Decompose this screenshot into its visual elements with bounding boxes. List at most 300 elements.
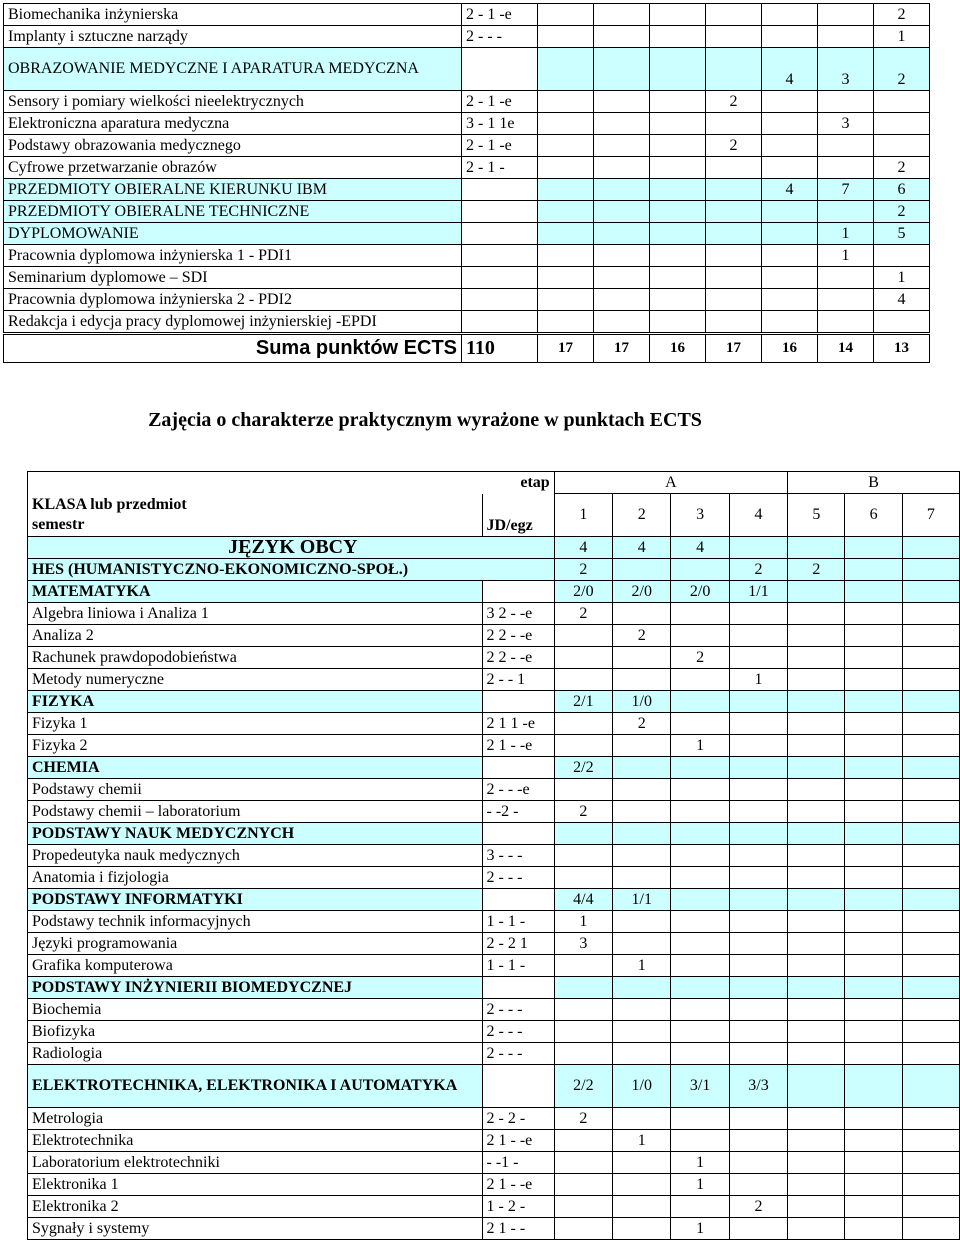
ects-cell-sem-7 <box>874 135 930 157</box>
ects-cell-sem-2 <box>613 1195 671 1217</box>
header-sem-5: 5 <box>788 494 845 537</box>
ects-cell-sem-7: 2 <box>874 48 930 91</box>
subject-code <box>482 976 554 998</box>
ects-cell-sem-5 <box>788 712 845 734</box>
ects-cell-sem-5 <box>788 580 845 602</box>
header-sem-2: 2 <box>613 494 671 537</box>
subject-code: 2 2 - -e <box>482 624 554 646</box>
ects-cell-sem-7: 2 <box>874 201 930 223</box>
ects-cell-sem-1 <box>554 712 612 734</box>
ects-cell-sem-5 <box>788 954 845 976</box>
ects-cell-sem-7 <box>902 800 959 822</box>
subject-code: 1 - 1 - <box>482 910 554 932</box>
table-row <box>4 135 930 157</box>
sum-label: Suma punktów ECTS <box>4 334 462 363</box>
subject-code: 2 - - - <box>482 1020 554 1042</box>
table-row <box>4 179 930 201</box>
subject-code <box>462 245 538 267</box>
ects-cell-sem-6 <box>845 734 902 756</box>
ects-cell-sem-3: 3/1 <box>671 1064 729 1107</box>
table-row <box>4 113 930 135</box>
subject-code: - -1 - <box>482 1151 554 1173</box>
table-row <box>4 223 930 245</box>
ects-cell-sem-7 <box>902 1195 959 1217</box>
ects-cell-sem-3 <box>650 223 706 245</box>
subject-code: 2 - 2 - <box>482 1107 554 1129</box>
ects-cell-sem-3 <box>671 976 729 998</box>
header-sem-6: 6 <box>845 494 902 537</box>
ects-cell-sem-5: 4 <box>762 48 818 91</box>
ects-cell-sem-1 <box>554 976 612 998</box>
ects-cell-sem-4 <box>706 157 762 179</box>
ects-cell-sem-4 <box>729 910 787 932</box>
subject-name: Podstawy technik informacyjnych <box>28 910 483 932</box>
ects-cell-sem-6 <box>818 91 874 113</box>
ects-cell-sem-4 <box>729 1173 787 1195</box>
ects-cell-sem-1 <box>554 734 612 756</box>
subject-name: JĘZYK OBCY <box>28 536 555 558</box>
subject-code: - -2 - <box>482 800 554 822</box>
ects-cell-sem-1 <box>554 668 612 690</box>
ects-cell-sem-6 <box>818 311 874 334</box>
subject-name: Biomechanika inżynierska <box>4 4 462 26</box>
ects-cell-sem-4 <box>729 976 787 998</box>
ects-cell-sem-7 <box>902 1129 959 1151</box>
ects-cell-sem-1 <box>538 267 594 289</box>
ects-cell-sem-7 <box>902 536 959 558</box>
ects-cell-sem-5 <box>762 135 818 157</box>
subject-code <box>482 888 554 910</box>
ects-cell-sem-6: 7 <box>818 179 874 201</box>
ects-cell-sem-3 <box>671 778 729 800</box>
ects-cell-sem-6 <box>845 580 902 602</box>
ects-cell-sem-1 <box>538 245 594 267</box>
ects-cell-sem-4 <box>729 712 787 734</box>
subject-code <box>462 267 538 289</box>
table-row <box>4 267 930 289</box>
header-group-a: A <box>554 472 788 494</box>
ects-cell-sem-7 <box>902 954 959 976</box>
ects-cell-sem-7 <box>902 976 959 998</box>
ects-cell-sem-5 <box>788 866 845 888</box>
ects-cell-sem-5 <box>762 113 818 135</box>
subject-name: Cyfrowe przetwarzanie obrazów <box>4 157 462 179</box>
ects-cell-sem-5: 4 <box>762 179 818 201</box>
ects-cell-sem-4: 1/1 <box>729 580 787 602</box>
ects-cell-sem-5 <box>788 756 845 778</box>
subject-code <box>482 756 554 778</box>
ects-cell-sem-6: 1 <box>818 223 874 245</box>
subject-name: Analiza 2 <box>28 624 483 646</box>
ects-cell-sem-2: 1/0 <box>613 1064 671 1107</box>
ects-cell-sem-7 <box>902 690 959 712</box>
ects-cell-sem-7 <box>902 888 959 910</box>
table-row <box>28 580 960 602</box>
ects-cell-sem-6 <box>845 624 902 646</box>
practical-ects-body <box>28 536 960 1239</box>
ects-cell-sem-2 <box>613 822 671 844</box>
ects-cell-sem-7 <box>902 1064 959 1107</box>
ects-cell-sem-4 <box>706 311 762 334</box>
ects-cell-sem-2 <box>613 998 671 1020</box>
subject-code <box>482 580 554 602</box>
ects-cell-sem-5 <box>762 157 818 179</box>
ects-cell-sem-1 <box>538 26 594 48</box>
ects-cell-sem-2: 4 <box>613 536 671 558</box>
ects-cell-sem-4 <box>729 1107 787 1129</box>
table-row <box>28 778 960 800</box>
subject-name: Języki programowania <box>28 932 483 954</box>
ects-cell-sem-5 <box>788 822 845 844</box>
table-row <box>28 1217 960 1239</box>
ects-cell-sem-3: 1 <box>671 1217 729 1239</box>
subject-name: PRZEDMIOTY OBIERALNE TECHNICZNE <box>4 201 462 223</box>
subject-code <box>462 311 538 334</box>
ects-cell-sem-2 <box>613 976 671 998</box>
ects-cell-sem-6 <box>845 1151 902 1173</box>
ects-cell-sem-6 <box>845 536 902 558</box>
header-row-semesters <box>28 494 960 537</box>
ects-cell-sem-3: 1 <box>671 1173 729 1195</box>
subject-code: 2 2 - -e <box>482 646 554 668</box>
subject-name: Elektronika 1 <box>28 1173 483 1195</box>
ects-cell-sem-1 <box>554 844 612 866</box>
table-row <box>28 1173 960 1195</box>
ects-cell-sem-7 <box>902 778 959 800</box>
ects-cell-sem-6 <box>818 4 874 26</box>
ects-cell-sem-1: 4/4 <box>554 888 612 910</box>
header-klasa: KLASA lub przedmiot semestr <box>28 494 483 537</box>
ects-cell-sem-3 <box>650 157 706 179</box>
sum-sem-2: 17 <box>594 334 650 363</box>
ects-cell-sem-6 <box>845 800 902 822</box>
ects-cell-sem-4 <box>729 756 787 778</box>
ects-cell-sem-2 <box>613 1107 671 1129</box>
ects-cell-sem-3 <box>650 48 706 91</box>
ects-cell-sem-5 <box>788 646 845 668</box>
ects-cell-sem-7: 2 <box>874 4 930 26</box>
subject-name: Implanty i sztuczne narządy <box>4 26 462 48</box>
subject-code: 2 1 - -e <box>482 734 554 756</box>
ects-cell-sem-7 <box>902 1173 959 1195</box>
subject-name: Laboratorium elektrotechniki <box>28 1151 483 1173</box>
ects-cell-sem-3 <box>671 910 729 932</box>
ects-cell-sem-2 <box>594 48 650 91</box>
sum-row <box>4 334 930 363</box>
subject-name: Algebra liniowa i Analiza 1 <box>28 602 483 624</box>
ects-cell-sem-4 <box>729 1042 787 1064</box>
ects-cell-sem-3 <box>671 888 729 910</box>
subject-name: MATEMATYKA <box>28 580 483 602</box>
ects-cell-sem-3 <box>671 1020 729 1042</box>
subject-code: 1 - 2 - <box>482 1195 554 1217</box>
ects-cell-sem-7 <box>902 668 959 690</box>
ects-cell-sem-5 <box>788 778 845 800</box>
ects-cell-sem-6 <box>845 756 902 778</box>
ects-cell-sem-5 <box>762 4 818 26</box>
subject-name: Metody numeryczne <box>28 668 483 690</box>
ects-cell-sem-2 <box>613 1020 671 1042</box>
ects-cell-sem-4: 1 <box>729 668 787 690</box>
ects-cell-sem-2 <box>594 267 650 289</box>
table-row <box>28 690 960 712</box>
ects-cell-sem-2 <box>613 668 671 690</box>
ects-cell-sem-2 <box>594 201 650 223</box>
ects-cell-sem-1 <box>538 157 594 179</box>
subject-name: Radiologia <box>28 1042 483 1064</box>
ects-cell-sem-6 <box>845 1020 902 1042</box>
table-row <box>28 932 960 954</box>
ects-cell-sem-6 <box>845 778 902 800</box>
ects-cell-sem-4 <box>729 734 787 756</box>
ects-cell-sem-4 <box>729 888 787 910</box>
ects-cell-sem-7 <box>902 624 959 646</box>
subject-name: Grafika komputerowa <box>28 954 483 976</box>
ects-cell-sem-3 <box>650 267 706 289</box>
subject-code: 2 - - 1 <box>482 668 554 690</box>
subject-name: Anatomia i fizjologia <box>28 866 483 888</box>
ects-cell-sem-2 <box>613 778 671 800</box>
subject-name: Pracownia dyplomowa inżynierska 1 - PDI1 <box>4 245 462 267</box>
sum-sem-7: 13 <box>874 334 930 363</box>
header-sem-3: 3 <box>671 494 729 537</box>
ects-cell-sem-1 <box>538 113 594 135</box>
ects-cell-sem-4 <box>706 179 762 201</box>
table-row <box>28 954 960 976</box>
table-row <box>4 157 930 179</box>
ects-cell-sem-7 <box>874 245 930 267</box>
ects-cell-sem-1: 4 <box>554 536 612 558</box>
subject-code: 2 - - - <box>482 866 554 888</box>
header-group-b: B <box>788 472 960 494</box>
ects-cell-sem-5 <box>788 1064 845 1107</box>
ects-cell-sem-7 <box>902 822 959 844</box>
subject-code: 2 1 1 -e <box>482 712 554 734</box>
ects-cell-sem-3 <box>671 998 729 1020</box>
table-row <box>4 311 930 334</box>
ects-cell-sem-2 <box>613 1042 671 1064</box>
ects-cell-sem-1 <box>538 4 594 26</box>
ects-cell-sem-7 <box>902 1107 959 1129</box>
table-row <box>4 289 930 311</box>
subject-code: 2 - - - <box>482 998 554 1020</box>
ects-cell-sem-4: 2 <box>706 135 762 157</box>
subject-code <box>462 223 538 245</box>
ects-cell-sem-2 <box>613 866 671 888</box>
ects-cell-sem-3 <box>650 135 706 157</box>
ects-cell-sem-2 <box>613 932 671 954</box>
ects-cell-sem-5 <box>788 734 845 756</box>
ects-cell-sem-7 <box>902 712 959 734</box>
ects-cell-sem-3 <box>671 558 729 580</box>
ects-cell-sem-5 <box>788 1195 845 1217</box>
ects-cell-sem-4 <box>729 822 787 844</box>
ects-cell-sem-1 <box>538 201 594 223</box>
ects-cell-sem-6 <box>845 1173 902 1195</box>
ects-cell-sem-2 <box>594 26 650 48</box>
ects-cell-sem-6 <box>845 558 902 580</box>
subject-code <box>462 179 538 201</box>
ects-cell-sem-4 <box>706 26 762 48</box>
subject-code: 2 - - - <box>482 1042 554 1064</box>
ects-cell-sem-7 <box>902 580 959 602</box>
ects-cell-sem-2: 2 <box>613 624 671 646</box>
ects-cell-sem-1 <box>554 778 612 800</box>
ects-cell-sem-4 <box>729 646 787 668</box>
sum-total: 110 <box>462 334 538 363</box>
ects-cell-sem-2: 1/0 <box>613 690 671 712</box>
table-row <box>4 26 930 48</box>
ects-cell-sem-5 <box>788 602 845 624</box>
ects-cell-sem-3 <box>671 866 729 888</box>
ects-cell-sem-1 <box>554 1129 612 1151</box>
ects-cell-sem-6 <box>845 1107 902 1129</box>
ects-cell-sem-7: 2 <box>874 157 930 179</box>
subject-code: 2 1 - -e <box>482 1173 554 1195</box>
ects-cell-sem-5 <box>788 910 845 932</box>
ects-cell-sem-3: 1 <box>671 734 729 756</box>
ects-cell-sem-1: 2 <box>554 558 612 580</box>
subject-code: 2 - - -e <box>482 778 554 800</box>
ects-cell-sem-2: 1 <box>613 954 671 976</box>
ects-cell-sem-4 <box>729 602 787 624</box>
table-row <box>28 910 960 932</box>
ects-cell-sem-2 <box>613 1217 671 1239</box>
subject-name: PRZEDMIOTY OBIERALNE KIERUNKU IBM <box>4 179 462 201</box>
subject-code <box>462 201 538 223</box>
ects-cell-sem-5 <box>788 1107 845 1129</box>
ects-cell-sem-4 <box>729 998 787 1020</box>
ects-cell-sem-5 <box>762 201 818 223</box>
subject-name: PODSTAWY NAUK MEDYCZNYCH <box>28 822 483 844</box>
table-row <box>4 91 930 113</box>
ects-cell-sem-4 <box>729 1217 787 1239</box>
ects-cell-sem-3: 2/0 <box>671 580 729 602</box>
ects-cell-sem-6 <box>818 201 874 223</box>
subject-name: Pracownia dyplomowa inżynierska 2 - PDI2 <box>4 289 462 311</box>
subject-code: 2 - 2 1 <box>482 932 554 954</box>
ects-cell-sem-4 <box>729 844 787 866</box>
ects-cell-sem-5 <box>788 888 845 910</box>
ects-cell-sem-6 <box>845 888 902 910</box>
ects-cell-sem-7: 1 <box>874 26 930 48</box>
ects-cell-sem-3 <box>650 201 706 223</box>
table-row <box>28 1020 960 1042</box>
ects-cell-sem-2: 2/0 <box>613 580 671 602</box>
ects-cell-sem-3 <box>650 26 706 48</box>
ects-cell-sem-3 <box>650 179 706 201</box>
table-row <box>28 1107 960 1129</box>
ects-cell-sem-4: 2 <box>729 1195 787 1217</box>
table-row <box>4 4 930 26</box>
ects-cell-sem-1 <box>538 289 594 311</box>
ects-cell-sem-2: 2 <box>613 712 671 734</box>
ects-cell-sem-5 <box>788 1151 845 1173</box>
ects-cell-sem-1 <box>554 866 612 888</box>
subject-name: Sygnały i systemy <box>28 1217 483 1239</box>
ects-cell-sem-7 <box>902 602 959 624</box>
ects-cell-sem-1 <box>554 646 612 668</box>
ects-cell-sem-6 <box>845 866 902 888</box>
sum-sem-1: 17 <box>538 334 594 363</box>
subject-code <box>462 48 538 91</box>
ects-cell-sem-6 <box>818 157 874 179</box>
ects-cell-sem-6 <box>845 1195 902 1217</box>
ects-cell-sem-2 <box>594 311 650 334</box>
ects-cell-sem-7 <box>902 1217 959 1239</box>
ects-cell-sem-1 <box>538 223 594 245</box>
ects-cell-sem-4 <box>729 624 787 646</box>
subject-name: Seminarium dyplomowe – SDI <box>4 267 462 289</box>
subject-name: Elektrotechnika <box>28 1129 483 1151</box>
ects-cell-sem-4 <box>706 289 762 311</box>
ects-cell-sem-5 <box>788 624 845 646</box>
ects-cell-sem-7 <box>902 1151 959 1173</box>
ects-cell-sem-6 <box>845 998 902 1020</box>
subject-code: 3 2 - -e <box>482 602 554 624</box>
ects-cell-sem-4 <box>706 113 762 135</box>
ects-cell-sem-1 <box>554 1217 612 1239</box>
subject-code <box>482 1064 554 1107</box>
ects-cell-sem-2 <box>613 756 671 778</box>
ects-cell-sem-7 <box>874 91 930 113</box>
ects-cell-sem-2 <box>613 844 671 866</box>
ects-cell-sem-3 <box>650 289 706 311</box>
ects-cell-sem-2 <box>594 91 650 113</box>
subject-name: Podstawy chemii <box>28 778 483 800</box>
ects-cell-sem-1: 2/1 <box>554 690 612 712</box>
ects-cell-sem-5 <box>762 91 818 113</box>
subject-name: Rachunek prawdopodobieństwa <box>28 646 483 668</box>
ects-cell-sem-1 <box>538 91 594 113</box>
subject-name: CHEMIA <box>28 756 483 778</box>
ects-cell-sem-4 <box>706 201 762 223</box>
ects-cell-sem-1: 2/2 <box>554 1064 612 1107</box>
table-row <box>28 668 960 690</box>
ects-cell-sem-4 <box>706 267 762 289</box>
subject-name: Biofizyka <box>28 1020 483 1042</box>
ects-cell-sem-1 <box>554 998 612 1020</box>
ects-cell-sem-3 <box>671 800 729 822</box>
ects-cell-sem-1 <box>554 1042 612 1064</box>
table-row <box>28 536 960 558</box>
subject-name: Fizyka 2 <box>28 734 483 756</box>
ects-cell-sem-6 <box>845 1042 902 1064</box>
ects-cell-sem-2 <box>613 800 671 822</box>
subject-name: Propedeutyka nauk medycznych <box>28 844 483 866</box>
ects-cell-sem-1 <box>538 311 594 334</box>
ects-cell-sem-2 <box>613 558 671 580</box>
ects-cell-sem-2 <box>613 910 671 932</box>
ects-cell-sem-3: 4 <box>671 536 729 558</box>
subject-name: HES (HUMANISTYCZNO-EKONOMICZNO-SPOŁ.) <box>28 558 555 580</box>
ects-cell-sem-7 <box>902 844 959 866</box>
ects-cell-sem-6 <box>845 668 902 690</box>
ects-cell-sem-1 <box>538 135 594 157</box>
subject-name: OBRAZOWANIE MEDYCZNE I APARATURA MEDYCZNA <box>4 48 462 91</box>
ects-cell-sem-5 <box>788 1129 845 1151</box>
subject-code: 3 - 1 1e <box>462 113 538 135</box>
ects-cell-sem-3 <box>671 712 729 734</box>
ects-cell-sem-4: 3/3 <box>729 1064 787 1107</box>
ects-cell-sem-3 <box>671 624 729 646</box>
ects-cell-sem-4 <box>729 800 787 822</box>
ects-summary-body <box>4 4 930 363</box>
ects-cell-sem-7: 4 <box>874 289 930 311</box>
subject-name: Elektroniczna aparatura medyczna <box>4 113 462 135</box>
ects-cell-sem-3 <box>671 690 729 712</box>
table-row <box>28 1195 960 1217</box>
